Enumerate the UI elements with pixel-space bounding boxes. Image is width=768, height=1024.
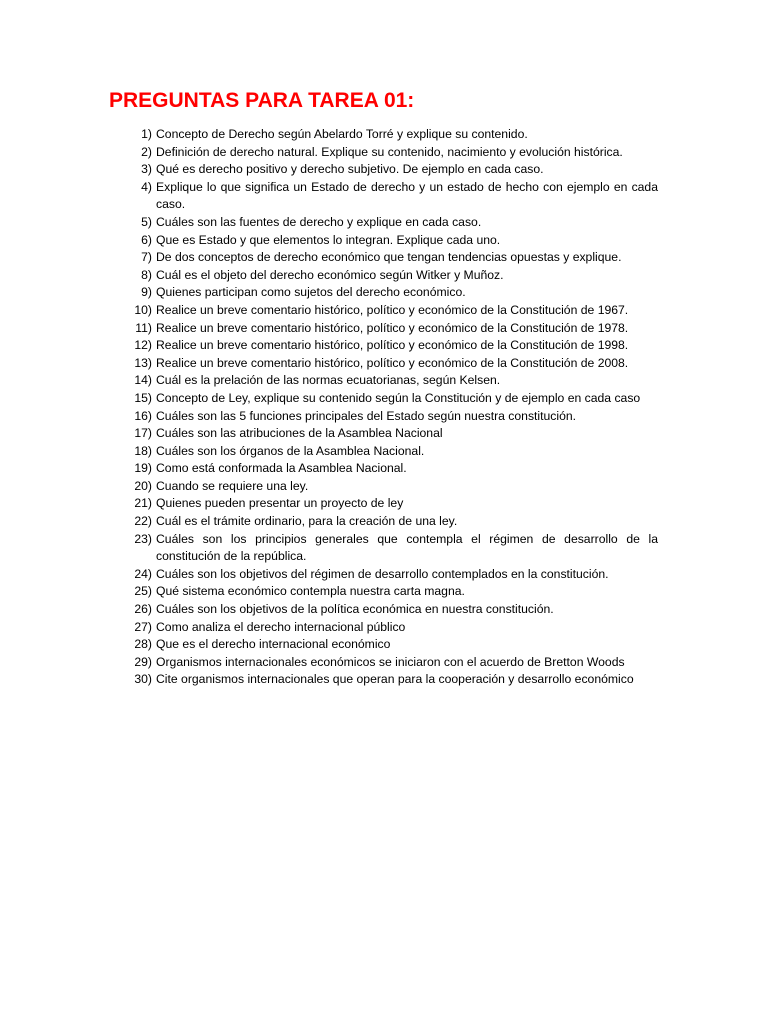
- question-text: Realice un breve comentario histórico, político y económico de la Constitución de 1967.: [156, 302, 629, 317]
- question-text: Realice un breve comentario histórico, político y económico de la Constitución de 2008.: [156, 355, 629, 370]
- question-text: Concepto de Ley, explique su contenido según la Constitución y de ejemplo en cada caso: [156, 390, 641, 405]
- question-text: Cuál es el objeto del derecho económico según Witker y Muñoz.: [156, 267, 504, 282]
- question-number: 23): [134, 531, 152, 546]
- question-item: [128, 583, 658, 601]
- question-item: [128, 478, 658, 496]
- question-number: 1): [141, 127, 152, 141]
- question-text: Cuáles son los objetivos de la política económica en nuestra constitución.: [156, 602, 554, 617]
- question-number: 10): [134, 302, 152, 317]
- question-item: [128, 126, 658, 144]
- question-text: Cuáles son las fuentes de derecho y explique en cada caso.: [156, 214, 482, 229]
- question-number: 19): [134, 461, 152, 476]
- question-text: Qué es derecho positivo y derecho subjetivo. De ejemplo en cada caso.: [156, 162, 544, 177]
- question-item: [128, 372, 658, 390]
- question-text: Como analiza el derecho internacional público: [156, 619, 406, 634]
- question-item: [128, 267, 658, 285]
- question-item: [128, 249, 658, 267]
- question-number: 3): [141, 162, 152, 177]
- question-text: Realice un breve comentario histórico, político y económico de la Constitución de 1998.: [156, 338, 629, 353]
- question-number: 17): [134, 426, 152, 441]
- question-item: [128, 144, 658, 162]
- question-text: Que es Estado y que elementos lo integran. Explique cada uno.: [156, 232, 501, 247]
- question-number: 16): [134, 408, 152, 423]
- question-text: Cuáles son los principios generales que contempla el régimen de desarrollo de la constitución de la república.: [156, 531, 658, 564]
- question-text: Qué sistema económico contempla nuestra carta magna.: [156, 584, 465, 599]
- question-text: Que es el derecho internacional económico: [156, 637, 391, 652]
- question-item: [128, 355, 658, 373]
- question-number: 11): [135, 320, 152, 335]
- question-number: 18): [134, 443, 152, 458]
- question-text: Definición de derecho natural. Explique su contenido, nacimiento y evolución histórica.: [156, 144, 623, 159]
- question-text: Organismos internacionales económicos se iniciaron con el acuerdo de Bretton Woods: [156, 654, 625, 669]
- question-item: [128, 636, 658, 654]
- question-number: 4): [141, 179, 152, 194]
- question-number: 30): [134, 672, 152, 687]
- question-item: [128, 619, 658, 637]
- question-number: 14): [134, 373, 152, 388]
- question-item: [128, 601, 658, 619]
- question-text: Cuál es la prelación de las normas ecuatorianas, según Kelsen.: [156, 373, 501, 388]
- question-number: 21): [134, 496, 152, 511]
- question-item: [128, 671, 658, 689]
- question-item: [128, 495, 658, 513]
- question-text: Cuál es el trámite ordinario, para la creación de una ley.: [156, 514, 458, 529]
- question-number: 9): [141, 285, 152, 300]
- question-text: Cuando se requiere una ley.: [156, 478, 309, 493]
- questions-list: [128, 126, 658, 689]
- question-text: Realice un breve comentario histórico, político y económico de la Constitución de 1978.: [156, 320, 629, 335]
- question-text: Quienes participan como sujetos del derecho económico.: [156, 285, 466, 300]
- question-number: 13): [134, 355, 152, 370]
- question-text: Quienes pueden presentar un proyecto de ley: [156, 496, 404, 511]
- question-item: [128, 425, 658, 443]
- question-item: [128, 179, 658, 214]
- question-number: 2): [141, 144, 152, 159]
- question-item: [128, 284, 658, 302]
- page-title: PREGUNTAS PARA TAREA 01:: [109, 89, 415, 112]
- question-text: Cite organismos internacionales que operan para la cooperación y desarrollo económico: [156, 672, 634, 687]
- question-item: [128, 408, 658, 426]
- question-item: [128, 513, 658, 531]
- question-number: 12): [134, 338, 152, 353]
- question-item: [128, 566, 658, 584]
- question-item: [128, 320, 658, 338]
- question-item: [128, 460, 658, 478]
- question-text: Cuáles son los objetivos del régimen de desarrollo contemplados en la constitución.: [156, 566, 609, 581]
- question-item: [128, 302, 658, 320]
- question-item: [128, 390, 658, 408]
- question-item: [128, 337, 658, 355]
- question-text: Como está conformada la Asamblea Nacional.: [156, 461, 407, 476]
- question-item: [128, 232, 658, 250]
- question-text: Concepto de Derecho según Abelardo Torré y explique su contenido.: [156, 127, 528, 141]
- question-item: [128, 214, 658, 232]
- question-number: 24): [134, 566, 152, 581]
- question-number: 15): [134, 390, 152, 405]
- question-number: 29): [134, 654, 152, 669]
- question-item: [128, 161, 658, 179]
- question-number: 28): [134, 637, 152, 652]
- question-text: Cuáles son los órganos de la Asamblea Nacional.: [156, 443, 425, 458]
- question-text: Explique lo que significa un Estado de derecho y un estado de hecho con ejemplo en cada caso.: [156, 179, 658, 212]
- question-number: 26): [134, 602, 152, 617]
- question-number: 25): [134, 584, 152, 599]
- question-number: 8): [141, 267, 152, 282]
- question-number: 20): [134, 478, 152, 493]
- question-item: [128, 654, 658, 672]
- question-text: Cuáles son las atribuciones de la Asamblea Nacional: [156, 426, 443, 441]
- question-number: 7): [141, 250, 152, 265]
- question-text: Cuáles son las 5 funciones principales del Estado según nuestra constitución.: [156, 408, 577, 423]
- question-number: 27): [134, 619, 152, 634]
- question-number: 6): [141, 232, 152, 247]
- question-number: 22): [134, 514, 152, 529]
- question-item: [128, 443, 658, 461]
- question-number: 5): [141, 214, 152, 229]
- question-text: De dos conceptos de derecho económico que tengan tendencias opuestas y explique.: [156, 250, 622, 265]
- question-item: [128, 531, 658, 566]
